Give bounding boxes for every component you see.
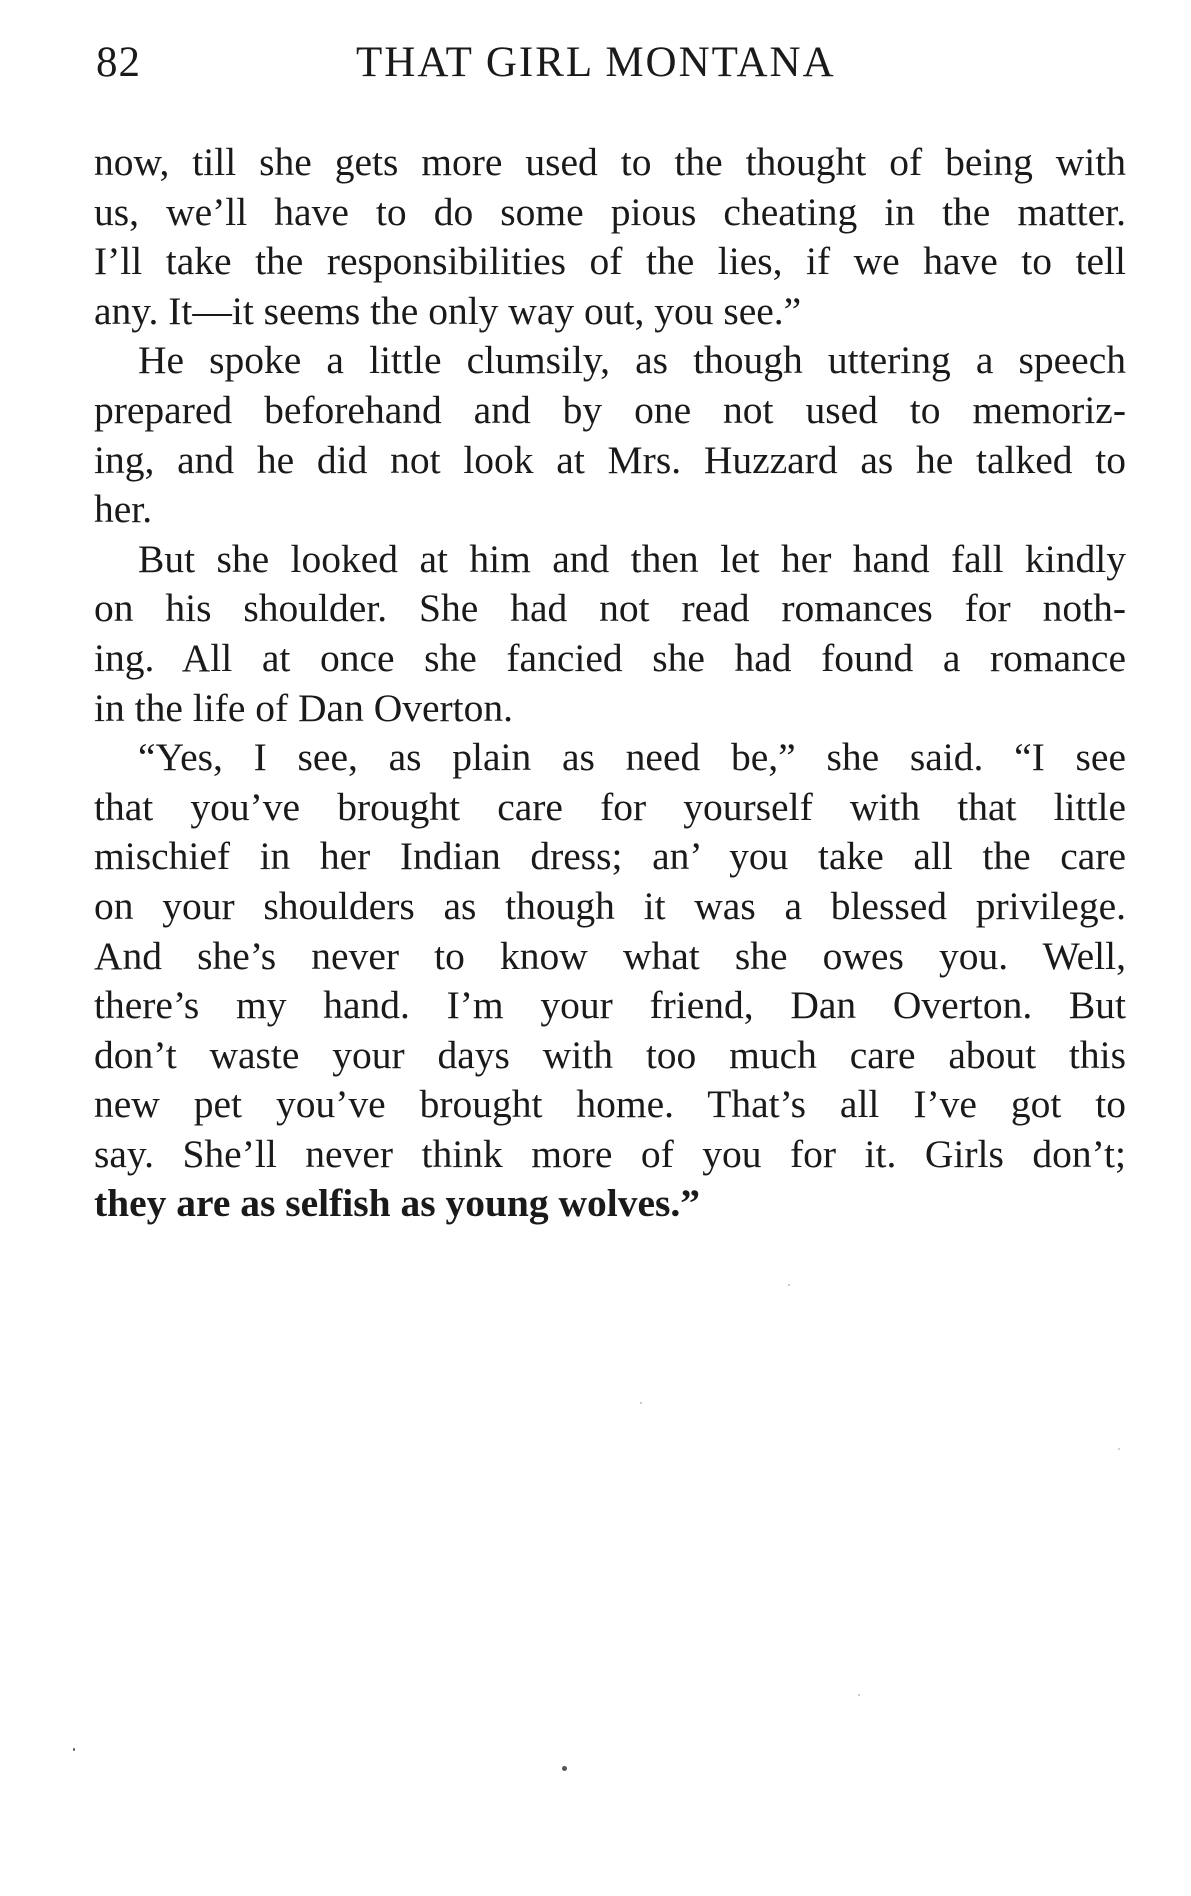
text-line: us, we’ll have to do some pious cheating in the matter.	[94, 189, 1126, 234]
paragraph-4	[94, 733, 1126, 1229]
text-line: now, till she gets more used to the thought of being with	[94, 140, 1126, 184]
scan-speck	[788, 1284, 790, 1286]
running-head	[96, 38, 1126, 98]
text-line: prepared beforehand and by one not used to memoriz-	[94, 387, 1126, 432]
paragraph-3	[94, 535, 1126, 733]
text-line: they are as selfish as young wolves.”	[94, 1181, 701, 1226]
scan-speck	[73, 1748, 75, 1751]
page-number: 82	[96, 39, 141, 86]
text-line: I’ll take the responsibilities of the lies, if we have to tell	[94, 239, 1126, 284]
text-line: mischief in her Indian dress; an’ you take all the care	[94, 834, 1126, 879]
text-line: say. She’ll never think more of you for it. Girls don’t;	[94, 1131, 1126, 1176]
text-line: on his shoulder. She had not read romances for noth-	[94, 586, 1126, 631]
body-text	[94, 138, 1126, 1229]
text-line: He spoke a little clumsily, as though uttering a speech	[138, 338, 1126, 383]
text-line: don’t waste your days with too much care about this	[94, 1032, 1126, 1077]
text-line: on your shoulders as though it was a blessed privilege.	[94, 883, 1126, 928]
book-title: THAT GIRL MONTANA	[356, 39, 836, 86]
scan-speck	[858, 1694, 860, 1696]
text-line: ing, and he did not look at Mrs. Huzzard as he talked to	[94, 437, 1126, 482]
scan-speck	[562, 1766, 567, 1771]
text-line: But she looked at him and then let her hand fall kindly	[138, 536, 1126, 581]
paragraph-2	[94, 336, 1126, 534]
text-line: And she’s never to know what she owes you. Well,	[94, 933, 1126, 978]
text-line: that you’ve brought care for yourself with that little	[94, 784, 1126, 829]
scan-speck	[640, 1402, 642, 1404]
paragraph-1	[94, 138, 1126, 336]
text-line: new pet you’ve brought home. That’s all I’ve got to	[94, 1082, 1126, 1127]
text-line: any. It—it seems the only way out, you see.”	[94, 288, 802, 333]
text-line: her.	[94, 487, 153, 532]
text-line: ing. All at once she fancied she had found a romance	[94, 635, 1126, 680]
text-line: in the life of Dan Overton.	[94, 685, 514, 730]
text-line: “Yes, I see, as plain as need be,” she said. “I see	[138, 735, 1126, 780]
scan-speck	[1118, 1448, 1120, 1450]
text-line: there’s my hand. I’m your friend, Dan Overton. But	[94, 983, 1126, 1028]
